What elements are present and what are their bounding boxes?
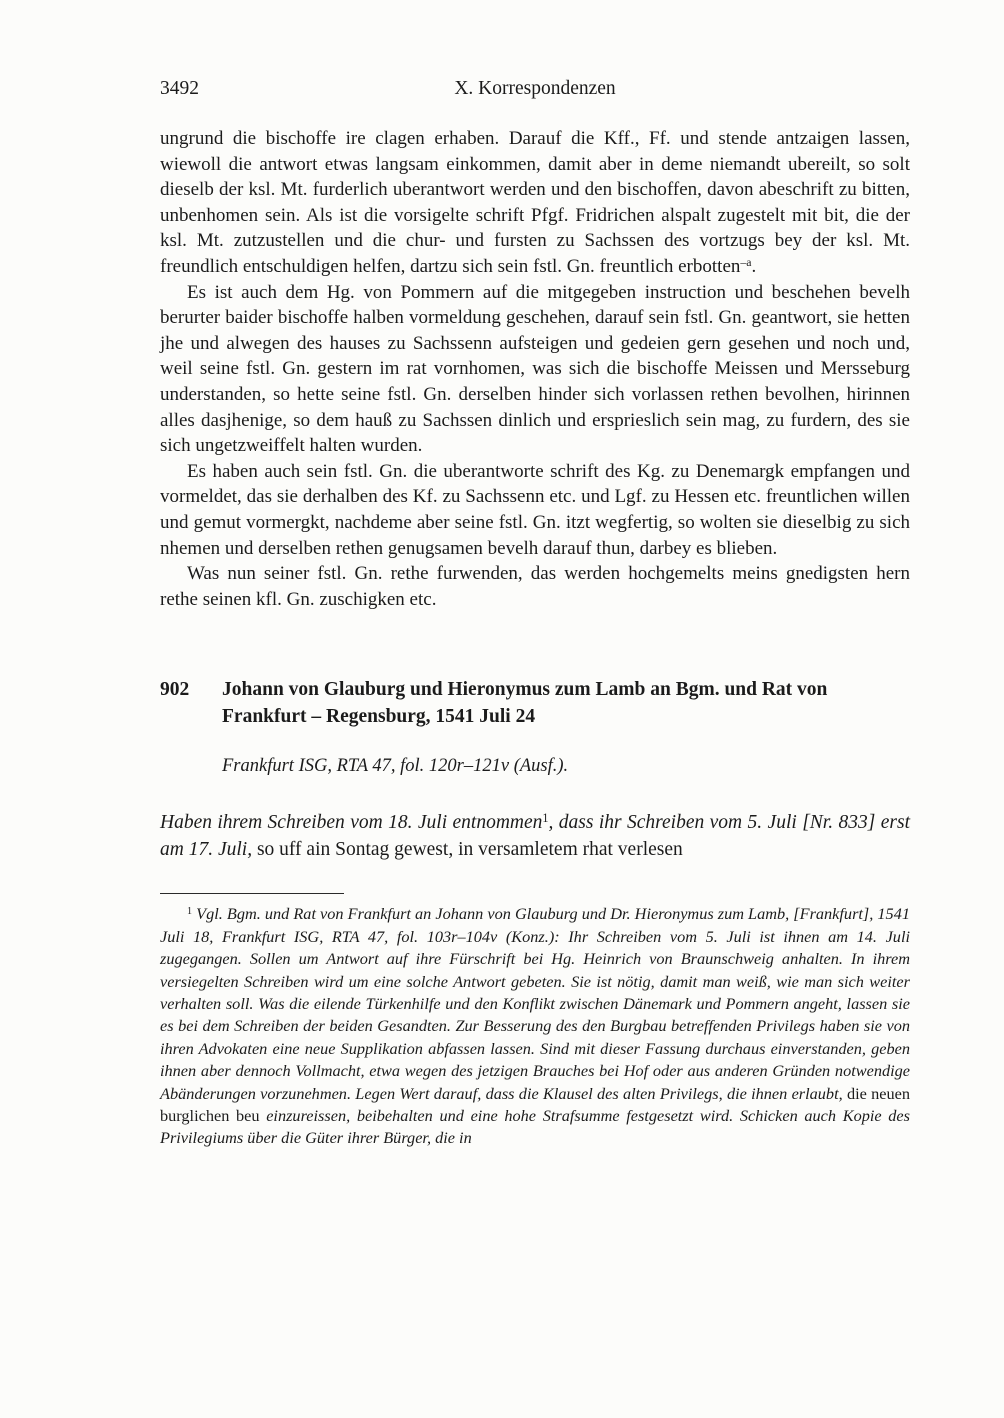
source-reference: Frankfurt ISG, RTA 47, fol. 120r–121v (Ausf.). <box>222 756 569 777</box>
apparatus-mark: –a <box>740 256 752 270</box>
footnote-reference: 1 <box>542 811 549 826</box>
body-paragraph-2: Es ist auch dem Hg. von Pommern auf die mitgegeben instruction und beschehen bevelh berurter baider bischoffe halben vormeldung geschehen, darauf sein fstl. Gn. geantwort, sie hetten jhe und alwegen des hauses zu Sachssenn aufsteigen und gedeien gern gesehen und noch und, weil seine fstl. Gn. gestern im rat vornhomen, was sich die bischoffe Meissen und Mersseburg understanden, so hette seine fstl. Gn. derselben hinder sich vorlassen rethen bevolhen, hirinnen alles dasjhenige, so dem hauß zu Sachssen dinlich und ersprieslich sein mag, zu furdern, des sie sich ungetzweiffelt halten wurden. <box>160 281 910 457</box>
paragraph-text: ungrund die bischoffe ire clagen erhaben. Darauf die Kff., Ff. und stende antzaigen lassen, wiewoll die antwort etwas langsam einkommen, damit aber in deme niemandt ubereilt, so solt dieselb der ksl. Mt. furderlich uberantwort werden und den bischoffen, davon abeschrift zu bitten, unbenhomen sein. Als ist die vorsigelte schrift Pfgf. Fridrichen alspalt zugestelt mit bit, die der ksl. Mt. zutzustellen und die chur- und fursten zu Sachssen des vortzugs bey der ksl. Mt. freundlich entschuldigen helfen, dartzu sich sein fstl. Gn. freuntlich erbotten <box>160 128 910 277</box>
body-paragraph-3: Es haben auch sein fstl. Gn. die uberantworte schrift des Kg. zu Denemargk empfangen und vormeldet, das sie derhalben des Kf. zu Sachssenn etc. und Lgf. zu Hessen etc. freuntlichen willen und gemut vormergkt, nachdeme aber seine fstl. Gn. itzt wegfertig, so wolten sie dieselbig zu sich nhemen und derselben rethen genugsamen bevelh darauf thun, darbey es blieben. <box>160 460 910 559</box>
running-header <box>160 76 910 102</box>
entry-heading <box>160 676 910 730</box>
entry-number: 902 <box>160 679 190 701</box>
footnote-text-italic: Vgl. Bgm. und Rat von Frankfurt an Johann von Glauburg und Dr. Hieronymus zum Lamb, [Frankfurt], 1541 Juli 18, Frankfurt ISG, RTA 47, fol. 103r–104v (Konz.): Ihr Schreiben vom 5. Juli ist ihnen am 14. Juli zugegangen. Sollen um Antwort auf ihre Fürschrift bei Hg. Heinrich von Braunschweig anhalten. In ihrem versiegelten Schreiben wird um eine solche Antwort gebeten. Sie ist nötig, damit man weiß, wie man sich weiter verhalten soll. Was die eilende Türkenhilfe und den Konflikt zwischen Dänemark und Pommern angeht, lassen sie es bei dem Schreiben der beiden Gesandten. Zur Besserung des den Burgbau betreffenden Privilegs haben sie von ihren Advokaten eine neue Supplikation abfassen lassen. Sind mit dieser Fassung durchaus einverstanden, geben ihnen aber dennoch Vollmacht, etwa wegen des jetzigen Brauches bei Hof oder aus anderen Gründen notwendige Abänderungen vorzunehmen. Legen Wert darauf, dass die Klausel des alten Privilegs, die ihnen erlaubt, <box>160 904 910 1103</box>
page-number: 3492 <box>160 78 199 99</box>
summary-quote-roman: so uff ain Sontag gewest, in versamletem rhat verlesen <box>256 839 683 861</box>
summary-text-italic: Haben ihrem Schreiben vom 18. Juli entnommen <box>160 812 543 834</box>
running-title: X. Korrespondenzen <box>454 78 616 99</box>
summary-text-italic: , dass ihr Schreiben vom 5. Juli [Nr. 833] erst am 17. Juli, <box>160 812 910 861</box>
footnote-number: 1 <box>187 906 193 918</box>
entry-summary <box>160 809 910 863</box>
footnote-1 <box>160 903 910 1149</box>
paragraph-text: . <box>751 255 757 277</box>
footnote-separator <box>160 893 344 894</box>
footnote-text-italic: einzureissen, beibehalten und eine hohe Strafsumme festgesetzt wird. Schicken auch Kopie des Privilegiums über die Güter ihrer Bürger, die in <box>160 1105 910 1148</box>
entry-title: Johann von Glauburg und Hieronymus zum Lamb an Bgm. und Rat von Frankfurt – Regensburg, 1541 Juli 24 <box>222 679 828 728</box>
body-paragraph-1 <box>160 126 910 280</box>
text-block <box>160 126 910 1150</box>
body-paragraph-4: Was nun seiner fstl. Gn. rethe furwenden, das werden hochgemelts meins gnedigsten hern rethe seinen kfl. Gn. zuschigken etc. <box>160 563 910 610</box>
footnote-quote-roman: die neuen burglichen beu <box>160 1083 910 1125</box>
